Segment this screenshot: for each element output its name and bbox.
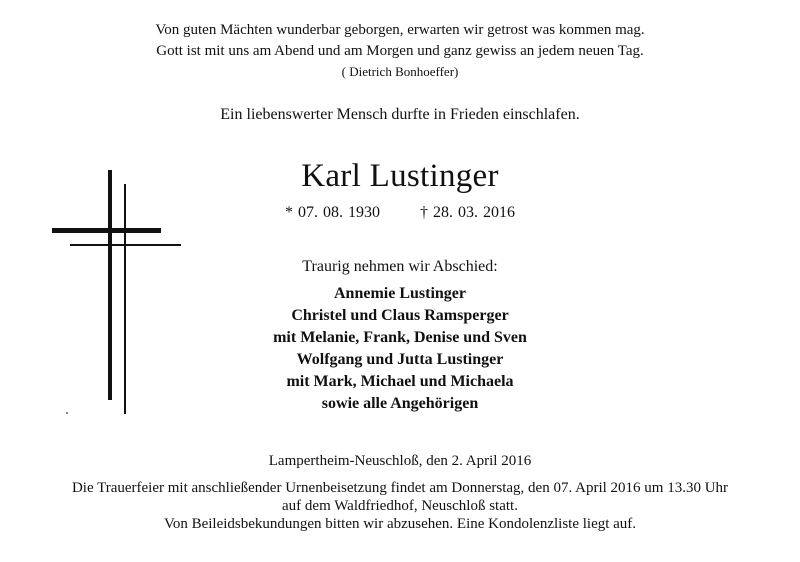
condolence-notice: Von Beileidsbekundungen bitten wir abzusehen. Eine Kondolenzliste liegt auf. <box>163 516 637 532</box>
ceremony-notice-line-2: auf dem Waldfriedhof, Neuschloß statt. <box>282 498 518 514</box>
death-date: † 28. 03. 2016 <box>420 204 515 221</box>
mourner-line: Annemie Lustinger <box>334 285 466 302</box>
birth-date: * 07. 08. 1930 <box>285 204 380 221</box>
cross-horizontal-bar-bottom <box>70 244 181 246</box>
quote-line-2: Gott ist mit uns am Abend und am Morgen und ganz gewiss an jedem neuen Tag. <box>156 43 644 59</box>
cross-vertical-bar-left <box>108 170 112 400</box>
cross-icon <box>0 0 200 562</box>
farewell-text: Traurig nehmen wir Abschied: <box>302 258 498 275</box>
mourner-line: Christel und Claus Ramsperger <box>291 307 509 324</box>
mourner-line: mit Melanie, Frank, Denise und Sven <box>273 329 527 346</box>
place-date: Lampertheim-Neuschloß, den 2. April 2016 <box>268 453 532 469</box>
mourner-line: mit Mark, Michael und Michaela <box>286 373 514 390</box>
mourner-line: sowie alle Angehörigen <box>321 395 479 412</box>
cross-vertical-bar-right <box>124 184 126 414</box>
quote-author: ( Dietrich Bonhoeffer) <box>341 64 459 79</box>
cross-dot <box>66 412 68 414</box>
mourner-line: Wolfgang und Jutta Lustinger <box>296 351 504 368</box>
deceased-name: Karl Lustinger <box>301 158 499 194</box>
quote-line-1: Von guten Mächten wunderbar geborgen, erwarten wir getrost was kommen mag. <box>155 22 645 38</box>
cross-horizontal-bar-top <box>52 228 161 233</box>
ceremony-notice-line-1: Die Trauerfeier mit anschließender Urnenbeisetzung findet am Donnerstag, den 07. April 2016 um 13.30 Uhr <box>71 480 729 496</box>
intro-text: Ein liebenswerter Mensch durfte in Frieden einschlafen. <box>220 106 580 123</box>
